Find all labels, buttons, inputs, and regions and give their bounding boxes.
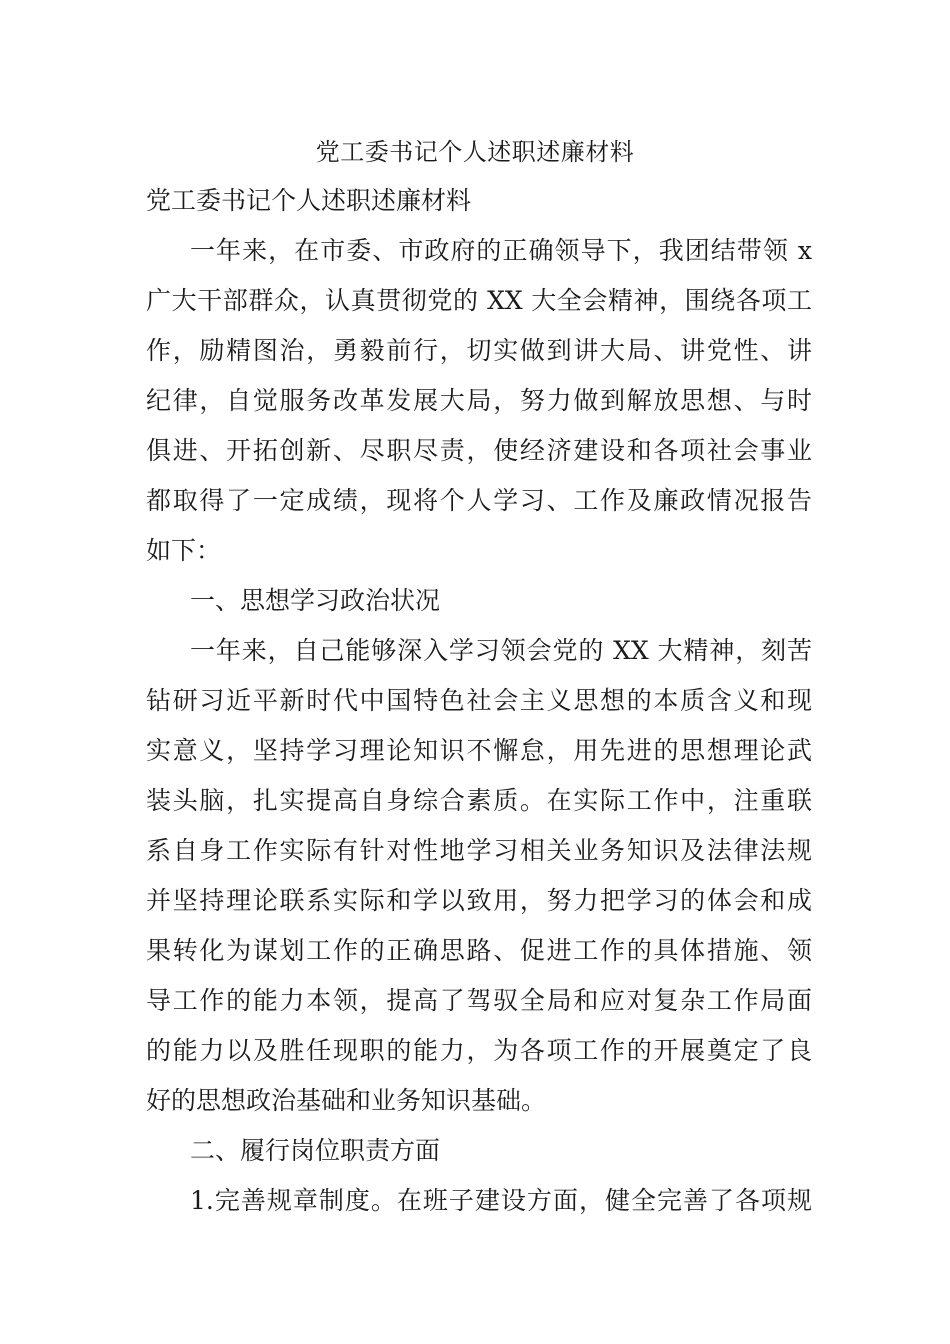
document-title: 党工委书记个人述职述廉材料 [315,138,635,166]
paragraph-line: 装头脑，扎实提高自身综合素质。在实际工作中，注重联 [146,786,812,815]
paragraph-line: 果转化为谋划工作的正确思路、促进工作的具体措施、领 [146,936,812,965]
paragraph-line: 都取得了一定成绩，现将个人学习、工作及廉政情况报告 [146,486,812,515]
paragraph-line: 作，励精图治，勇毅前行，切实做到讲大局、讲党性、讲 [146,336,812,365]
paragraph-line: 的能力以及胜任现职的能力，为各项工作的开展奠定了良 [146,1036,812,1065]
paragraph-line: 并坚持理论联系实际和学以致用，努力把学习的体会和成 [146,886,812,915]
paragraph-line: 如下： [146,536,222,565]
paragraph-line: 系自身工作实际有针对性地学习相关业务知识及法律法规 [146,836,812,865]
paragraph-line: 好的思想政治基础和业务知识基础。 [146,1086,547,1115]
paragraph-line: 俱进、开拓创新、尽职尽责，使经济建设和各项社会事业 [146,436,812,465]
paragraph-line: 广大干部群众，认真贯彻党的 XX 大全会精神，围绕各项工 [146,286,812,315]
document-subtitle: 党工委书记个人述职述廉材料 [146,186,472,215]
paragraph-line: 一年来，自己能够深入学习领会党的 XX 大精神，刻苦 [190,636,812,665]
paragraph-line: 一年来，在市委、市政府的正确领导下，我团结带领 x [190,236,812,265]
section-heading: 一、思想学习政治状况 [190,586,441,615]
paragraph-line: 实意义，坚持学习理论知识不懈怠，用先进的思想理论武 [146,736,812,765]
paragraph-line: 钻研习近平新时代中国特色社会主义思想的本质含义和现 [146,686,812,715]
paragraph-line: 导工作的能力本领，提高了驾驭全局和应对复杂工作局面 [146,986,812,1015]
section-heading: 二、履行岗位职责方面 [190,1136,441,1165]
paragraph-line: 1.完善规章制度。在班子建设方面，健全完善了各项规 [190,1186,812,1215]
paragraph-line: 纪律，自觉服务改革发展大局，努力做到解放思想、与时 [146,386,812,415]
